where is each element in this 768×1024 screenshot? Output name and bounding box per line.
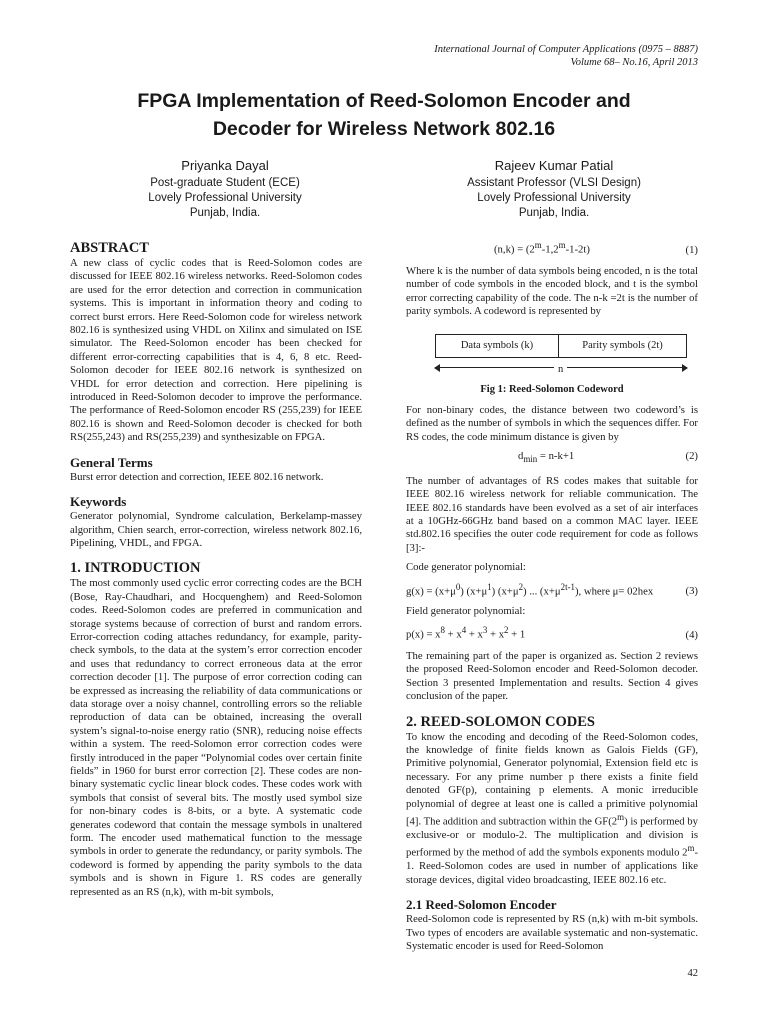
equation-4-number: (4) [685,628,698,641]
general-terms-text: Burst error detection and correction, IEEE 802.16 network. [70,470,324,483]
author-org: Lovely Professional University [148,192,302,204]
paragraph-organization: The remaining part of the paper is organized as. Section 2 reviews the proposed Reed-Solomon encoder and Reed-Solomon decoder. Section 3 presented Implementation and results. Section 4 gives conclusion of the paper. [406,649,698,703]
general-terms-heading: General Terms [70,454,153,470]
code-generator-label: Code generator polynomial: [406,561,526,574]
page-number: 42 [687,968,698,979]
introduction-text: The most commonly used cyclic error correcting codes are the BCH (Bose, Ray-Chaudhari, and Hocquenghem) and Reed-Solomon codes. Reed-Solomon codes are preferred in communication and storage systems because of correction of burst and random errors. Error-correction coding attaches redundancy, for example, parity-check symbols, to the data at the system’s error correction encoder and uses that redundancy to correct erroneous data at the error correction decoder [1]. The purpose of error correction coding can be expressed as increasing the reliability of data communications or data storage over a noisy channel, controlling errors so the reliable reproduction of data can be obtained, increasing the overall system’s signal-to-noise energy ratio (SNR), reducing noise effects within a system. The reed-Solomon error correction codes were firstly introduced in the paper “Polynomial codes over certain finite fields” in 1960 for burst error correction [2]. These codes are non-binary systematic cyclic linear block codes. These codes work with symbols that consist of several bits. The mostly used symbol size for non-binary codes is 8-bits, or a byte. A systematic code generates codeword that contain the message symbols in unaltered form. The encoder used mathematical function to the message symbols in order to generate the redundancy, or parity symbols. The codeword is formed by appending the parity symbols to the data symbols and is shown in Figure 1. RS codes are generally represented as an RS (n,k), with m-bit symbols, [70,577,362,898]
author-2 [409,156,699,221]
abstract-text: A new class of cyclic codes that is Reed-Solomon codes are discussed for IEEE 802.16 wireless networks. Reed-Solomon codes are used for the error detection and correction in communication systems. This is important in information theory and coding to correct burst errors. Here Reed-Solomon code for wireless network 802.16 is synthesized using VHDL on Xilinx and simulated on ISE simulator. The Reed-Solomon encoder has been checked for different error-correcting capabilities that is 4, 6, 8 etc. Reed-Solomon decoder for IEEE 802.16 network is synthesized on VHDL for error detection and correction. Here pipelining is introduced in Reed-Solomon decoder to improve the performance. The performance of Reed-Solomon encoder RS (255,239) for IEEE 802.16 is shown and Reed-Solomon decoder is checked for both RS(255,243) and RS(255,239) and synthesizable on FPGA. [70,257,362,444]
journal-name: International Journal of Computer Applications (0975 – 8887) [434,44,698,55]
paragraph-ieee-standard: The number of advantages of RS codes makes that suitable for IEEE 802.16 wireless network for reliable communication. The IEEE 802.16 standards have been evolved as a set of air interfaces at a 10GHz-66GHz band based on a common MAC layer. IEEE std.802.16 specifies the outer code requirement for code as follows [3]:- [406,474,698,554]
abstract-heading: ABSTRACT [70,240,149,256]
left-column [70,239,362,899]
right-column [406,239,698,953]
parity-symbols-cell: Parity symbols (2t) [582,339,663,351]
author-location: Punjab, India. [189,207,261,219]
keywords-heading: Keywords [70,494,127,510]
introduction-heading: 1. INTRODUCTION [70,560,201,577]
figure-codeword-diagram [406,329,698,377]
section-2-1-text: Reed-Solomon code is represented by RS (n,k) with m-bit symbols. Two types of encoders are available systematic and non-systematic. Systematic encoder is used for Reed-Solomon [406,913,698,952]
equation-1 [406,239,698,257]
length-label: n [554,363,567,376]
equation-3-number: (3) [685,585,698,598]
journal-header [434,43,698,69]
field-generator-label: Field generator polynomial: [406,604,526,617]
equation-3-body: $g(x) = (x+\mu^0)$ $(x+\mu^1)$ $(x+\mu^2)$ ... $(x+\mu^{2t-1})$, where μ= 02hex [406,581,654,598]
paragraph-codeword-definition: Where k is the number of data symbols being encoded, n is the total number of code symbols in the encoded block, and t is the symbol error correcting capability of the code. The n-k =2t is the number of parity symbols. A codeword is represented by [406,264,698,318]
equation-3 [406,581,698,599]
section-2-text: To know the encoding and decoding of the Reed-Solomon codes, the knowledge of finite fields known as Galois Fields (GF), Primitive polynomial, Generator polynomial, Extension field etc is necessary. For any prime number p there exists a finite field denoted GF(p), containing p elements. A monic irreducible polynomial of degree at least one is called a primitive polynomial [4]. The addition and subtraction within the GF(2$^m$) is performed by exclusive-or or modulo-2. The multiplication and division is performed by the method of add the symbols exponents modulo 2$^m$-1. Reed-Solomon codes are used in number of applications like storage devices, digital video broadcasting, IEEE 802.16 etc. [406,730,698,886]
figure-caption: Fig 1: Reed-Solomon Codeword [480,383,624,395]
journal-volume: Volume 68– No.16, April 2013 [570,57,698,68]
paragraph-distance: For non-binary codes, the distance between two codeword’s is defined as the number of symbols in which the sequences differ. For RS codes, the code minimum distance is given by [406,404,698,443]
author-org: Lovely Professional University [477,192,631,204]
equation-2-body: $d_{min} = n-k+1$ [518,450,575,465]
author-role: Assistant Professor (VLSI Design) [467,177,641,189]
author-1 [80,156,370,221]
equation-1-body: $(n,k) = (2^m-1,2^m-1-2t)$ [494,240,590,256]
section-2-heading: 2. REED-SOLOMON CODES [406,713,595,730]
equation-2 [406,450,698,467]
data-symbols-cell: Data symbols (k) [436,335,559,357]
codeword-box [435,334,687,358]
section-2-1-heading: 2.1 Reed-Solomon Encoder [406,897,557,913]
title-line-2: Decoder for Wireless Network 802.16 [212,118,556,140]
equation-4-body: $p(x) = x^8 + x^4 + x^3 + x^2 + 1$ [406,624,526,641]
author-role: Post-graduate Student (ECE) [150,177,300,189]
keywords-text: Generator polynomial, Syndrome calculation, Berkelamp-massey algorithm, Chien search, error-correction, wireless network 802.16, Pipelining, VHDL, and FPGA. [70,510,362,549]
equation-2-number: (2) [685,450,698,463]
paper-title [60,87,708,143]
equation-4 [406,624,698,642]
author-name: Rajeev Kumar Patial [494,158,614,173]
author-location: Punjab, India. [518,207,590,219]
title-line-1: FPGA Implementation of Reed-Solomon Encoder and [137,90,631,112]
author-name: Priyanka Dayal [181,158,269,173]
equation-1-number: (1) [685,243,698,256]
